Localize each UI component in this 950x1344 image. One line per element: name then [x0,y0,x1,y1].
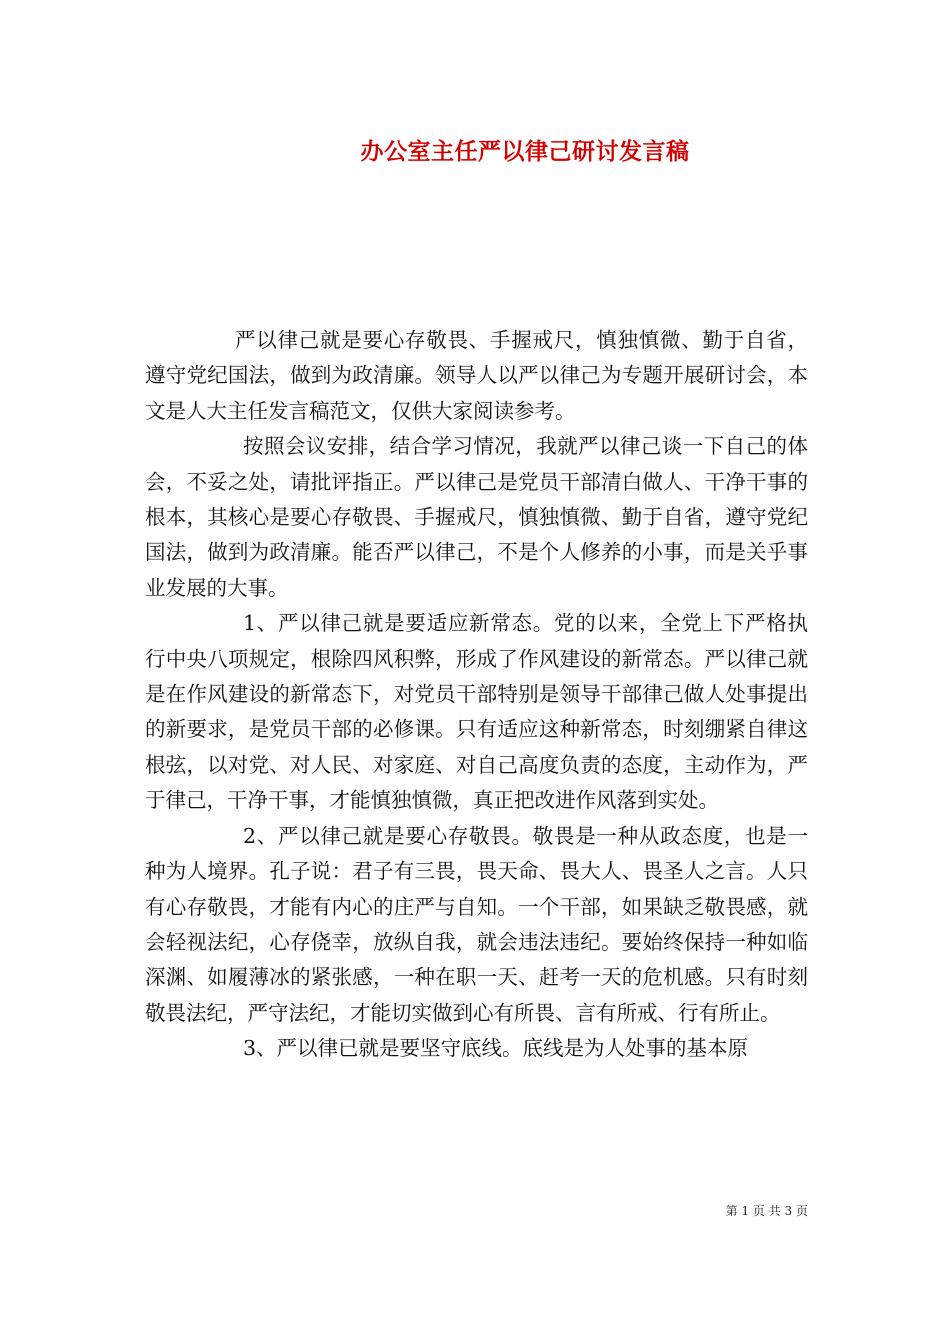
paragraph-point-3: 3、严以律已就是要坚守底线。底线是为人处事的基本原 [243,1036,749,1061]
paragraph-opening: 按照会议安排，结合学习情况，我就严以律己谈一下自己的体会，不妥之处，请批评指正。严以律己是党员干部清白做人、干净干事的根本，其核心是要心存敬畏、手握戒尺，慎独慎微、勤于自省，遵守党纪国法，做到为政清廉。能否严以律己，不是个人修养的小事，而是关乎事业发展的大事。 [145,434,808,600]
paragraph-point-1: 1、严以律己就是要适应新常态。党的以来，全党上下严格执行中央八项规定，根除四风积弊，形成了作风建设的新常态。严以律己就是在作风建设的新常态下，对党员干部特别是领导干部律己做人处事提出的新要求，是党员干部的必修课。只有适应这种新常态，时刻绷紧自律这根弦，以对党、对人民、对家庭、对自己高度负责的态度，主动作为，严于律己，干净干事，才能慎独慎微，真正把改进作风落到实处。 [145,611,808,813]
paragraph-point-2: 2、严以律己就是要心存敬畏。敬畏是一种从政态度，也是一种为人境界。孔子说：君子有三畏，畏天命、畏大人、畏圣人之言。人只有心存敬畏，才能有内心的庄严与自知。一个干部，如果缺乏敬畏感，就会轻视法纪，心存侥幸，放纵自我，就会违法违纪。要始终保持一种如临深渊、如履薄冰的紧张感，一种在职一天、赶考一天的危机感。只有时刻敬畏法纪，严守法纪，才能切实做到心有所畏、言有所戒、行有所止。 [145,823,808,1025]
paragraph-intro: 严以律己就是要心存敬畏、手握戒尺，慎独慎微、勤于自省，遵守党纪国法，做到为政清廉。领导人以严以律己为专题开展研讨会，本文是人大主任发言稿范文，仅供大家阅读参考。 [145,328,808,423]
document-body [145,323,808,1067]
page-number-footer: 第 1 页 共 3 页 [725,1204,808,1218]
document-title: 办公室主任严以律己研讨发言稿 [360,138,690,165]
